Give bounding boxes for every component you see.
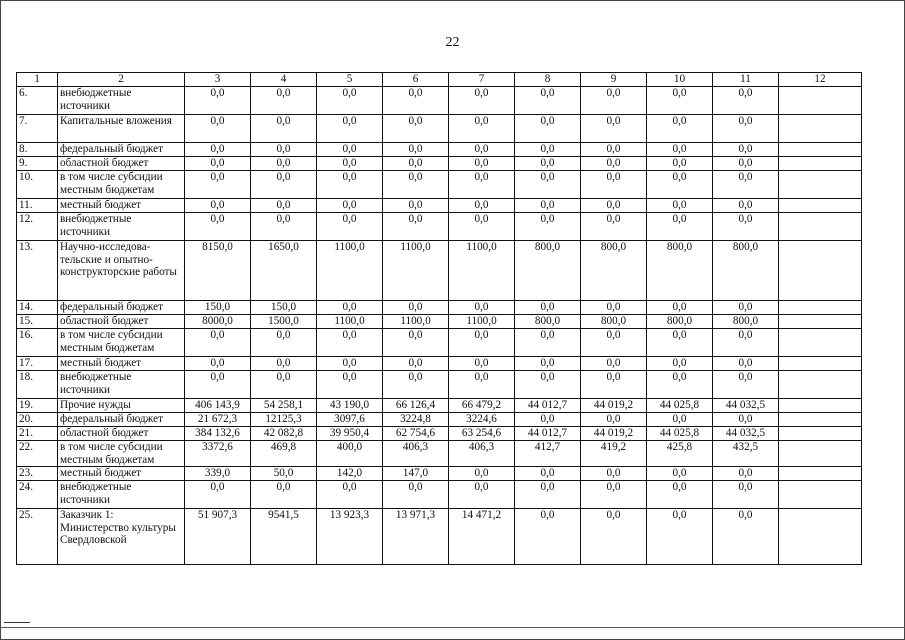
row-name-cell: местный бюджет xyxy=(58,357,185,371)
value-cell: 142,0 xyxy=(317,467,383,481)
value-cell: 0,0 xyxy=(383,481,449,509)
value-cell: 43 190,0 xyxy=(317,399,383,413)
table-row xyxy=(17,441,862,467)
value-cell: 800,0 xyxy=(713,241,779,301)
row-number-cell: 25. xyxy=(17,509,58,565)
value-cell: 0,0 xyxy=(647,509,713,565)
budget-table xyxy=(16,72,862,565)
header-cell: 8 xyxy=(515,73,581,87)
value-cell: 66 126,4 xyxy=(383,399,449,413)
value-cell: 0,0 xyxy=(581,143,647,157)
value-cell: 0,0 xyxy=(383,357,449,371)
value-cell: 0,0 xyxy=(713,329,779,357)
value-cell: 0,0 xyxy=(713,171,779,199)
value-cell: 400,0 xyxy=(317,441,383,467)
empty-cell xyxy=(779,301,862,315)
row-name-cell: областной бюджет xyxy=(58,427,185,441)
value-cell: 0,0 xyxy=(647,301,713,315)
row-number-cell: 13. xyxy=(17,241,58,301)
row-number-cell: 9. xyxy=(17,157,58,171)
value-cell: 3097,6 xyxy=(317,413,383,427)
value-cell: 0,0 xyxy=(713,143,779,157)
value-cell: 0,0 xyxy=(515,157,581,171)
value-cell: 0,0 xyxy=(515,357,581,371)
value-cell: 0,0 xyxy=(515,171,581,199)
value-cell: 0,0 xyxy=(647,171,713,199)
corner-mark xyxy=(4,622,30,623)
value-cell: 0,0 xyxy=(383,157,449,171)
table-row xyxy=(17,371,862,399)
value-cell: 13 923,3 xyxy=(317,509,383,565)
row-number-cell: 15. xyxy=(17,315,58,329)
empty-cell xyxy=(779,441,862,467)
value-cell: 0,0 xyxy=(581,213,647,241)
value-cell: 412,7 xyxy=(515,441,581,467)
value-cell: 42 082,8 xyxy=(251,427,317,441)
value-cell: 0,0 xyxy=(317,199,383,213)
value-cell: 0,0 xyxy=(251,329,317,357)
value-cell: 0,0 xyxy=(383,87,449,115)
value-cell: 339,0 xyxy=(185,467,251,481)
value-cell: 0,0 xyxy=(251,157,317,171)
empty-cell xyxy=(779,213,862,241)
value-cell: 0,0 xyxy=(713,357,779,371)
empty-cell xyxy=(779,509,862,565)
row-name-cell: в том числе субсидии местным бюджетам xyxy=(58,171,185,199)
value-cell: 406 143,9 xyxy=(185,399,251,413)
row-number-cell: 7. xyxy=(17,115,58,143)
value-cell: 0,0 xyxy=(449,213,515,241)
row-name-cell: внебюджетные источники xyxy=(58,481,185,509)
value-cell: 147,0 xyxy=(383,467,449,481)
value-cell: 0,0 xyxy=(647,115,713,143)
value-cell: 0,0 xyxy=(449,143,515,157)
row-number-cell: 8. xyxy=(17,143,58,157)
value-cell: 0,0 xyxy=(713,115,779,143)
value-cell: 51 907,3 xyxy=(185,509,251,565)
value-cell: 800,0 xyxy=(647,241,713,301)
value-cell: 800,0 xyxy=(713,315,779,329)
empty-cell xyxy=(779,115,862,143)
value-cell: 0,0 xyxy=(515,371,581,399)
empty-cell xyxy=(779,171,862,199)
value-cell: 1500,0 xyxy=(251,315,317,329)
value-cell: 0,0 xyxy=(713,467,779,481)
header-cell: 11 xyxy=(713,73,779,87)
value-cell: 44 019,2 xyxy=(581,427,647,441)
header-cell: 10 xyxy=(647,73,713,87)
row-number-cell: 24. xyxy=(17,481,58,509)
value-cell: 0,0 xyxy=(647,467,713,481)
value-cell: 0,0 xyxy=(581,371,647,399)
empty-cell xyxy=(779,199,862,213)
value-cell: 406,3 xyxy=(449,441,515,467)
value-cell: 0,0 xyxy=(581,467,647,481)
row-name-cell: Прочие нужды xyxy=(58,399,185,413)
value-cell: 39 950,4 xyxy=(317,427,383,441)
value-cell: 0,0 xyxy=(515,509,581,565)
table-row xyxy=(17,157,862,171)
value-cell: 0,0 xyxy=(383,301,449,315)
value-cell: 469,8 xyxy=(251,441,317,467)
value-cell: 0,0 xyxy=(581,171,647,199)
value-cell: 50,0 xyxy=(251,467,317,481)
value-cell: 0,0 xyxy=(581,87,647,115)
value-cell: 1100,0 xyxy=(449,315,515,329)
row-name-cell: областной бюджет xyxy=(58,157,185,171)
value-cell: 44 025,8 xyxy=(647,399,713,413)
value-cell: 0,0 xyxy=(251,357,317,371)
row-name-cell: федеральный бюджет xyxy=(58,301,185,315)
table-row xyxy=(17,413,862,427)
row-name-cell: Заказчик 1: Министерство культуры Свердловской xyxy=(58,509,185,565)
value-cell: 0,0 xyxy=(449,467,515,481)
value-cell: 0,0 xyxy=(449,115,515,143)
table-row xyxy=(17,329,862,357)
row-number-cell: 6. xyxy=(17,87,58,115)
value-cell: 3372,6 xyxy=(185,441,251,467)
value-cell: 12125,3 xyxy=(251,413,317,427)
value-cell: 3224,8 xyxy=(383,413,449,427)
value-cell: 0,0 xyxy=(581,301,647,315)
value-cell: 0,0 xyxy=(713,413,779,427)
table-row xyxy=(17,315,862,329)
value-cell: 0,0 xyxy=(317,143,383,157)
value-cell: 0,0 xyxy=(449,301,515,315)
row-name-cell: местный бюджет xyxy=(58,467,185,481)
value-cell: 0,0 xyxy=(383,199,449,213)
empty-cell xyxy=(779,481,862,509)
value-cell: 66 479,2 xyxy=(449,399,515,413)
value-cell: 1100,0 xyxy=(383,315,449,329)
value-cell: 0,0 xyxy=(185,199,251,213)
empty-cell xyxy=(779,371,862,399)
value-cell: 44 032,5 xyxy=(713,399,779,413)
row-number-cell: 19. xyxy=(17,399,58,413)
value-cell: 0,0 xyxy=(647,413,713,427)
value-cell: 13 971,3 xyxy=(383,509,449,565)
value-cell: 0,0 xyxy=(713,199,779,213)
value-cell: 0,0 xyxy=(317,171,383,199)
value-cell: 0,0 xyxy=(515,301,581,315)
value-cell: 14 471,2 xyxy=(449,509,515,565)
value-cell: 0,0 xyxy=(185,213,251,241)
empty-cell xyxy=(779,157,862,171)
value-cell: 0,0 xyxy=(251,199,317,213)
value-cell: 0,0 xyxy=(581,509,647,565)
value-cell: 0,0 xyxy=(581,157,647,171)
row-number-cell: 22. xyxy=(17,441,58,467)
value-cell: 0,0 xyxy=(383,171,449,199)
value-cell: 0,0 xyxy=(581,481,647,509)
table-row xyxy=(17,357,862,371)
value-cell: 0,0 xyxy=(317,87,383,115)
value-cell: 0,0 xyxy=(383,371,449,399)
value-cell: 0,0 xyxy=(515,143,581,157)
empty-cell xyxy=(779,143,862,157)
value-cell: 0,0 xyxy=(383,115,449,143)
value-cell: 63 254,6 xyxy=(449,427,515,441)
value-cell: 0,0 xyxy=(185,371,251,399)
table-row xyxy=(17,509,862,565)
value-cell: 800,0 xyxy=(581,315,647,329)
value-cell: 0,0 xyxy=(251,143,317,157)
value-cell: 0,0 xyxy=(713,157,779,171)
table-row xyxy=(17,87,862,115)
value-cell: 0,0 xyxy=(185,157,251,171)
value-cell: 800,0 xyxy=(515,241,581,301)
value-cell: 0,0 xyxy=(515,87,581,115)
empty-cell xyxy=(779,87,862,115)
value-cell: 44 012,7 xyxy=(515,399,581,413)
empty-cell xyxy=(779,467,862,481)
value-cell: 0,0 xyxy=(647,481,713,509)
value-cell: 0,0 xyxy=(647,371,713,399)
header-cell: 3 xyxy=(185,73,251,87)
value-cell: 9541,5 xyxy=(251,509,317,565)
row-name-cell: Научно-исследова-тельские и опытно-конструкторские работы xyxy=(58,241,185,301)
value-cell: 0,0 xyxy=(449,357,515,371)
value-cell: 0,0 xyxy=(713,509,779,565)
row-number-cell: 20. xyxy=(17,413,58,427)
value-cell: 800,0 xyxy=(515,315,581,329)
row-number-cell: 10. xyxy=(17,171,58,199)
value-cell: 0,0 xyxy=(185,87,251,115)
value-cell: 0,0 xyxy=(515,467,581,481)
value-cell: 1100,0 xyxy=(383,241,449,301)
value-cell: 0,0 xyxy=(317,357,383,371)
value-cell: 425,8 xyxy=(647,441,713,467)
empty-cell xyxy=(779,315,862,329)
value-cell: 0,0 xyxy=(581,413,647,427)
row-name-cell: областной бюджет xyxy=(58,315,185,329)
value-cell: 44 025,8 xyxy=(647,427,713,441)
value-cell: 0,0 xyxy=(515,115,581,143)
table-row xyxy=(17,301,862,315)
value-cell: 800,0 xyxy=(581,241,647,301)
page-number: 22 xyxy=(445,35,460,50)
value-cell: 0,0 xyxy=(515,481,581,509)
value-cell: 0,0 xyxy=(185,357,251,371)
value-cell: 0,0 xyxy=(251,481,317,509)
value-cell: 0,0 xyxy=(251,213,317,241)
table-row xyxy=(17,213,862,241)
header-cell: 9 xyxy=(581,73,647,87)
value-cell: 44 019,2 xyxy=(581,399,647,413)
value-cell: 0,0 xyxy=(383,329,449,357)
row-name-cell: федеральный бюджет xyxy=(58,143,185,157)
value-cell: 0,0 xyxy=(713,213,779,241)
value-cell: 0,0 xyxy=(317,371,383,399)
value-cell: 1650,0 xyxy=(251,241,317,301)
value-cell: 0,0 xyxy=(317,481,383,509)
value-cell: 0,0 xyxy=(647,357,713,371)
value-cell: 0,0 xyxy=(317,213,383,241)
value-cell: 0,0 xyxy=(317,301,383,315)
header-cell: 6 xyxy=(383,73,449,87)
value-cell: 0,0 xyxy=(449,329,515,357)
value-cell: 0,0 xyxy=(185,171,251,199)
table-row xyxy=(17,427,862,441)
value-cell: 0,0 xyxy=(713,87,779,115)
value-cell: 0,0 xyxy=(251,115,317,143)
table-row xyxy=(17,171,862,199)
row-name-cell: федеральный бюджет xyxy=(58,413,185,427)
value-cell: 44 012,7 xyxy=(515,427,581,441)
value-cell: 0,0 xyxy=(515,199,581,213)
value-cell: 0,0 xyxy=(383,213,449,241)
value-cell: 0,0 xyxy=(449,171,515,199)
value-cell: 0,0 xyxy=(647,199,713,213)
value-cell: 0,0 xyxy=(581,329,647,357)
value-cell: 0,0 xyxy=(449,87,515,115)
value-cell: 0,0 xyxy=(581,115,647,143)
row-number-cell: 11. xyxy=(17,199,58,213)
value-cell: 0,0 xyxy=(317,157,383,171)
value-cell: 406,3 xyxy=(383,441,449,467)
empty-cell xyxy=(779,357,862,371)
table-row xyxy=(17,481,862,509)
value-cell: 44 032,5 xyxy=(713,427,779,441)
table-row xyxy=(17,115,862,143)
row-number-cell: 16. xyxy=(17,329,58,357)
table-header-row xyxy=(17,73,862,87)
table-body xyxy=(17,87,862,565)
value-cell: 0,0 xyxy=(581,357,647,371)
value-cell: 0,0 xyxy=(185,143,251,157)
row-number-cell: 14. xyxy=(17,301,58,315)
value-cell: 1100,0 xyxy=(449,241,515,301)
value-cell: 419,2 xyxy=(581,441,647,467)
value-cell: 0,0 xyxy=(449,199,515,213)
header-cell: 2 xyxy=(58,73,185,87)
header-cell: 12 xyxy=(779,73,862,87)
row-number-cell: 21. xyxy=(17,427,58,441)
value-cell: 0,0 xyxy=(251,87,317,115)
value-cell: 0,0 xyxy=(185,329,251,357)
empty-cell xyxy=(779,399,862,413)
value-cell: 0,0 xyxy=(185,481,251,509)
value-cell: 0,0 xyxy=(713,371,779,399)
value-cell: 54 258,1 xyxy=(251,399,317,413)
value-cell: 0,0 xyxy=(515,329,581,357)
row-name-cell: местный бюджет xyxy=(58,199,185,213)
value-cell: 21 672,3 xyxy=(185,413,251,427)
bottom-rule xyxy=(0,627,905,628)
header-cell: 7 xyxy=(449,73,515,87)
value-cell: 150,0 xyxy=(185,301,251,315)
empty-cell xyxy=(779,413,862,427)
row-name-cell: в том числе субсидии местным бюджетам xyxy=(58,441,185,467)
value-cell: 0,0 xyxy=(449,371,515,399)
value-cell: 0,0 xyxy=(449,481,515,509)
table-row xyxy=(17,199,862,213)
table-row xyxy=(17,143,862,157)
value-cell: 0,0 xyxy=(515,413,581,427)
row-name-cell: внебюджетные источники xyxy=(58,213,185,241)
value-cell: 1100,0 xyxy=(317,241,383,301)
value-cell: 800,0 xyxy=(647,315,713,329)
value-cell: 62 754,6 xyxy=(383,427,449,441)
table-row xyxy=(17,399,862,413)
value-cell: 0,0 xyxy=(647,329,713,357)
value-cell: 0,0 xyxy=(647,157,713,171)
row-name-cell: внебюджетные источники xyxy=(58,87,185,115)
table-row xyxy=(17,467,862,481)
empty-cell xyxy=(779,329,862,357)
empty-cell xyxy=(779,241,862,301)
value-cell: 0,0 xyxy=(317,329,383,357)
value-cell: 0,0 xyxy=(713,301,779,315)
value-cell: 0,0 xyxy=(449,157,515,171)
empty-cell xyxy=(779,427,862,441)
value-cell: 384 132,6 xyxy=(185,427,251,441)
value-cell: 0,0 xyxy=(185,115,251,143)
value-cell: 0,0 xyxy=(317,115,383,143)
row-number-cell: 12. xyxy=(17,213,58,241)
value-cell: 0,0 xyxy=(647,87,713,115)
value-cell: 8150,0 xyxy=(185,241,251,301)
row-name-cell: в том числе субсидии местным бюджетам xyxy=(58,329,185,357)
value-cell: 0,0 xyxy=(647,143,713,157)
value-cell: 0,0 xyxy=(515,213,581,241)
value-cell: 150,0 xyxy=(251,301,317,315)
header-cell: 1 xyxy=(17,73,58,87)
value-cell: 0,0 xyxy=(251,371,317,399)
value-cell: 0,0 xyxy=(647,213,713,241)
row-number-cell: 18. xyxy=(17,371,58,399)
value-cell: 1100,0 xyxy=(317,315,383,329)
row-number-cell: 17. xyxy=(17,357,58,371)
value-cell: 0,0 xyxy=(581,199,647,213)
header-cell: 5 xyxy=(317,73,383,87)
value-cell: 0,0 xyxy=(251,171,317,199)
value-cell: 0,0 xyxy=(713,481,779,509)
row-name-cell: Капитальные вложения xyxy=(58,115,185,143)
table-row xyxy=(17,241,862,301)
value-cell: 8000,0 xyxy=(185,315,251,329)
value-cell: 0,0 xyxy=(383,143,449,157)
value-cell: 3224,6 xyxy=(449,413,515,427)
value-cell: 432,5 xyxy=(713,441,779,467)
row-name-cell: внебюджетные источники xyxy=(58,371,185,399)
row-number-cell: 23. xyxy=(17,467,58,481)
header-cell: 4 xyxy=(251,73,317,87)
